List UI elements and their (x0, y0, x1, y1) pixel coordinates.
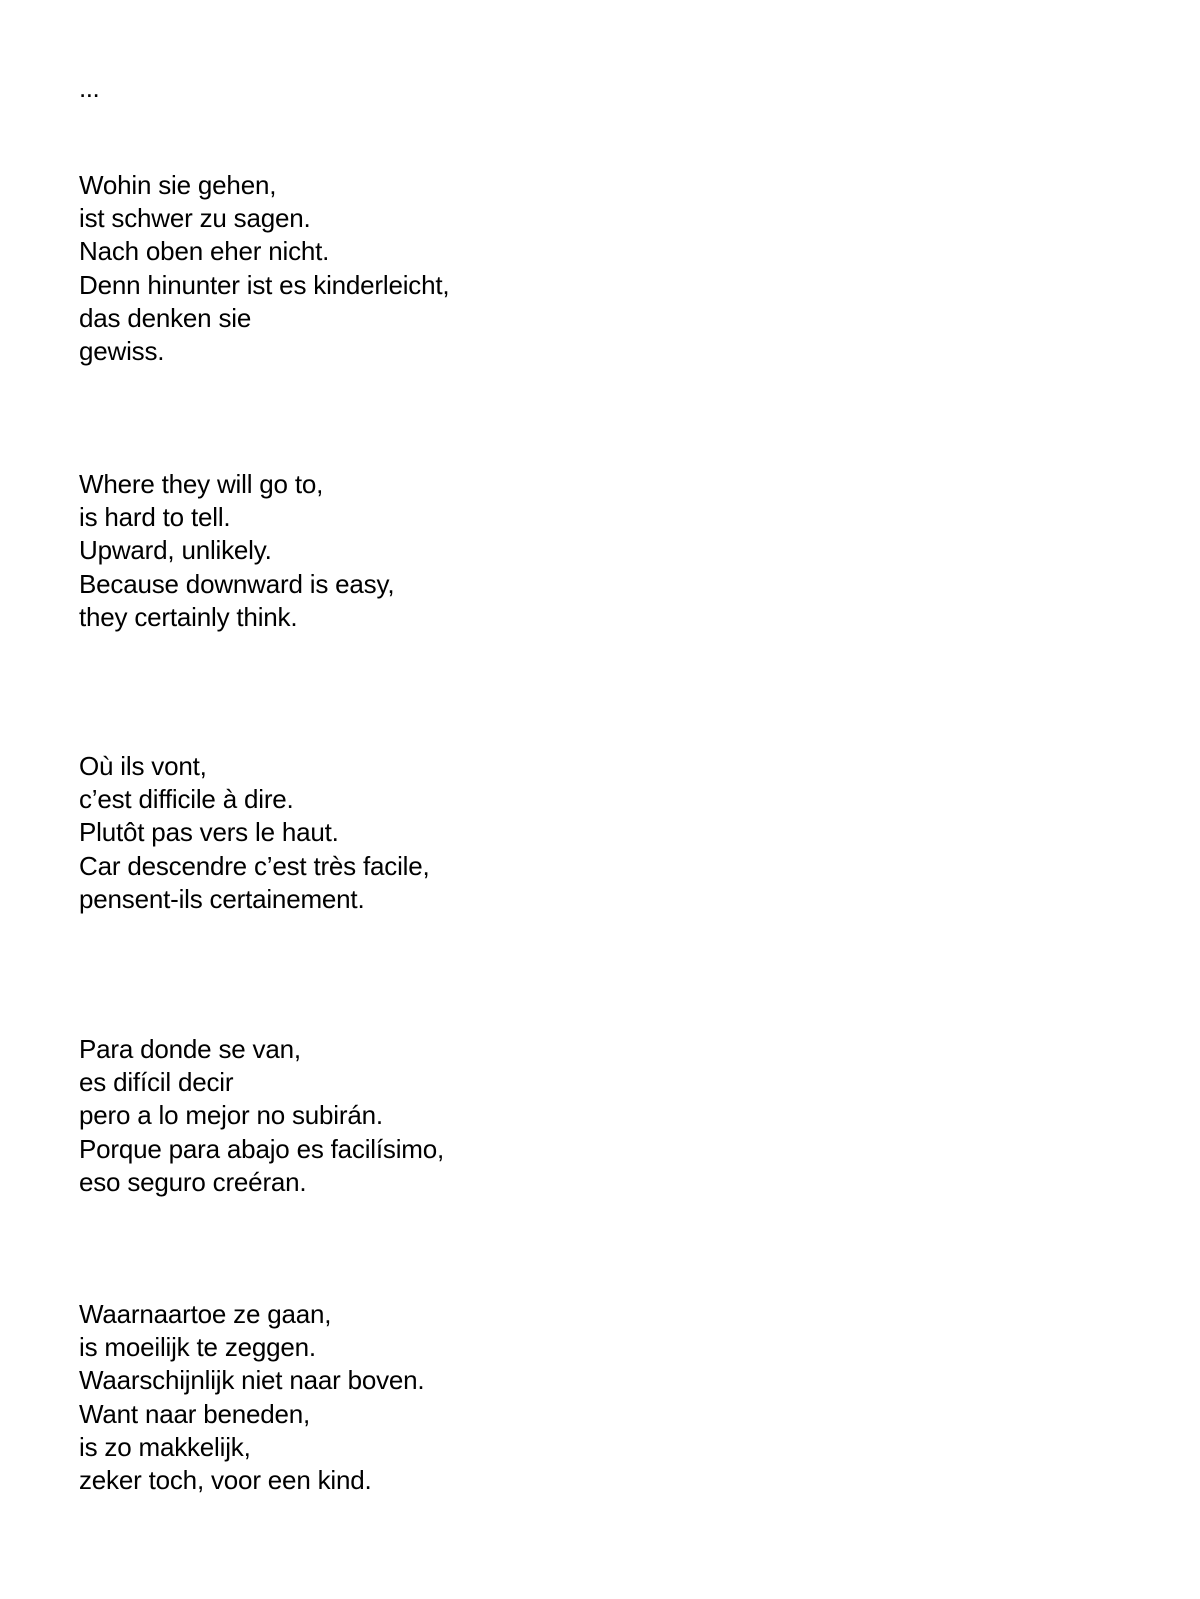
poem-line: eso seguro creéran. (79, 1166, 307, 1197)
poem-line: Want naar beneden, (79, 1398, 311, 1429)
stanza-french (79, 750, 430, 916)
poem-line: Upward, unlikely. (79, 535, 272, 566)
poem-line: pensent-ils certainement. (79, 883, 365, 914)
poem-line: Wohin sie gehen, (79, 170, 277, 200)
poem-line: Denn hinunter ist es kinderleicht, (79, 269, 450, 300)
poem-line: is moeilijk te zeggen. (79, 1332, 316, 1363)
poem-line: Where they will go to, (79, 469, 324, 499)
poem-line: zeker toch, voor een kind. (79, 1465, 372, 1496)
poem-line: ist schwer zu sagen. (79, 203, 311, 234)
poem-line: Nach oben eher nicht. (79, 236, 330, 267)
poem-line: is hard to tell. (79, 502, 231, 533)
poem-line: Car descendre c’est très facile, (79, 850, 430, 881)
poem-line: das denken sie (79, 302, 252, 333)
stanza-english (79, 468, 394, 634)
stanza-dutch (79, 1298, 424, 1497)
poem-line: Plutôt pas vers le haut. (79, 817, 339, 848)
stanza-german (79, 169, 449, 368)
stanza-spanish (79, 1033, 444, 1199)
poem-line: Because downward is easy, (79, 568, 395, 599)
poem-line: Para donde se van, (79, 1034, 301, 1064)
poem-line: Porque para abajo es facilísimo, (79, 1133, 445, 1164)
ellipsis-marker: ... (79, 73, 100, 103)
poem-line: Waarnaartoe ze gaan, (79, 1299, 332, 1329)
poem-line: pero a lo mejor no subirán. (79, 1100, 383, 1131)
poem-line: es difícil decir (79, 1067, 234, 1098)
poem-line: Où ils vont, (79, 751, 207, 781)
poem-line: is zo makkelijk, (79, 1431, 251, 1462)
poem-line: gewiss. (79, 336, 165, 367)
poem-line: Waarschijnlijk niet naar boven. (79, 1365, 425, 1396)
poem-line: c’est difficile à dire. (79, 784, 294, 815)
poem-line: they certainly think. (79, 601, 298, 632)
